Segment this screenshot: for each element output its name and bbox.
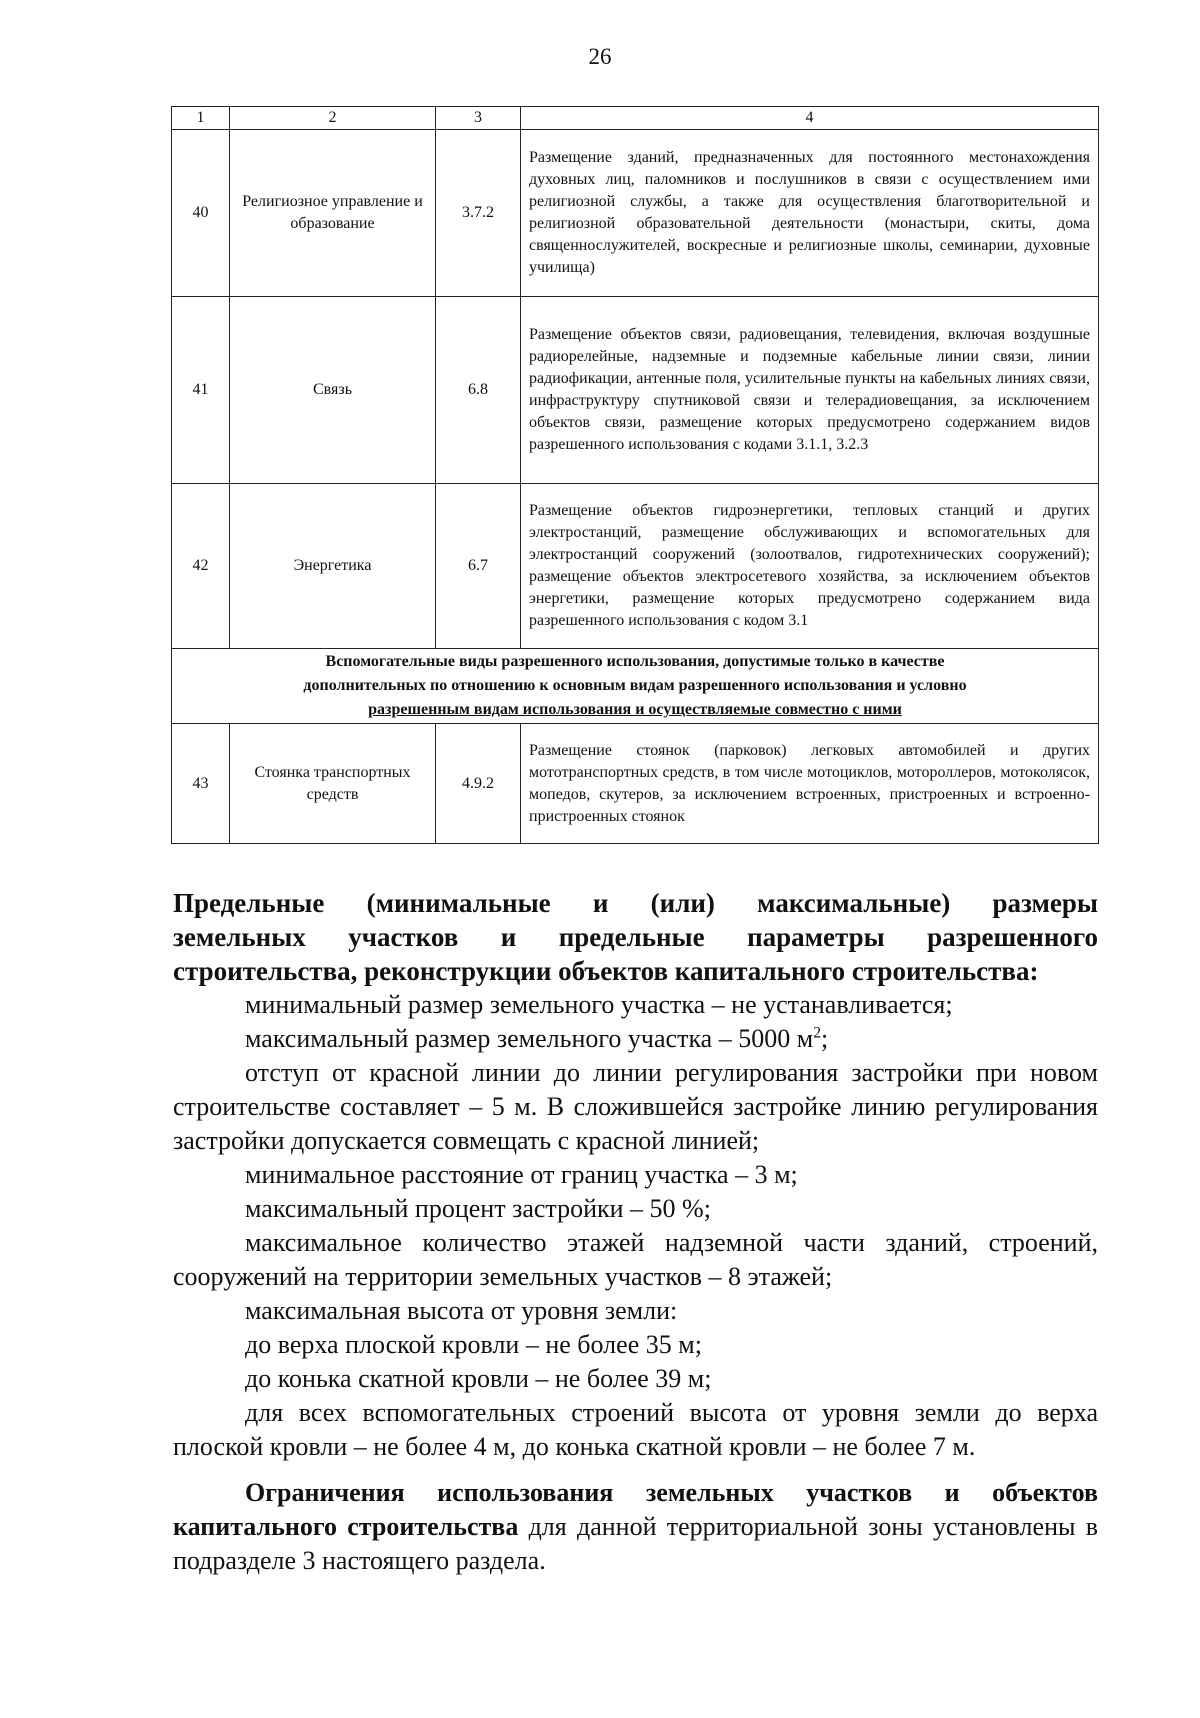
use-type-name: Религиозное управление и образование (230, 130, 436, 297)
page-number: 26 (588, 44, 612, 69)
table-row (172, 297, 1099, 484)
row-number: 43 (172, 724, 230, 844)
param-max-floors: максимальное количество этажей надземной части зданий, строений, сооружений на территории земельных участков – 8 этажей; (173, 1228, 1098, 1291)
row-number: 41 (172, 297, 230, 484)
param-max-size-text: максимальный размер земельного участка – 5000 м (245, 1024, 814, 1053)
row-number: 40 (172, 130, 230, 297)
table-row (172, 484, 1099, 649)
param-max-coverage: максимальный процент застройки – 50 %; (245, 1194, 711, 1223)
restrictions-bold: Ограничения использования земельных участков и объектов капитального строительства (173, 1478, 1098, 1541)
param-auxiliary-buildings: для всех вспомогательных строений высота от уровня земли до верха плоской кровли – не более 4 м, до конька скатной кровли – не более 7 м. (173, 1398, 1098, 1461)
use-type-description: Размещение объектов связи, радиовещания, телевидения, включая воздушные радиорелейные, надземные и подземные кабельные линии связи, линии радиофикации, антенные поля, усилительные пункты на кабельных линиях связи, инфраструктуру спутниковой связи и телерадиовещания, за исключением объектов связи, размещение которых предусмотрено содержанием видов разрешенного использования с кодами 3.1.1, 3.2.3 (521, 297, 1099, 484)
param-max-size-tail: ; (820, 1024, 829, 1053)
heading-line: строительства, реконструкции объектов капитального строительства: (173, 956, 1039, 986)
param-pitched-roof: до конька скатной кровли – не более 39 м; (245, 1364, 712, 1393)
param-min-size: минимальный размер земельного участка – не устанавливается; (245, 990, 953, 1019)
use-type-description: Размещение зданий, предназначенных для постоянного местонахождения духовных лиц, паломников и послушников в связи с осуществлением ими религиозной службы, а также для осуществления благотворительной и религиозной образовательной деятельности (монастыри, скиты, дома священнослужителей, воскресные и религиозные школы, семинарии, духовные училища) (521, 130, 1099, 297)
header-cell: 1 (172, 107, 230, 130)
auxiliary-section-header (172, 649, 1099, 724)
use-type-code: 6.8 (436, 297, 521, 484)
param-flat-roof: до верха плоской кровли – не более 35 м; (245, 1330, 702, 1359)
auxiliary-header-line: разрешенным видам использования и осуществляемые совместно с ними (368, 701, 902, 718)
table-row (172, 130, 1099, 297)
auxiliary-header-line: дополнительных по отношению к основным видам разрешенного использования и условно (303, 677, 967, 694)
body-text (173, 886, 1098, 1578)
use-type-name: Стоянка транспортных средств (230, 724, 436, 844)
param-min-distance: минимальное расстояние от границ участка – 3 м; (245, 1160, 798, 1189)
restrictions-paragraph (173, 1476, 1098, 1578)
use-type-name: Связь (230, 297, 436, 484)
auxiliary-header-cell (172, 649, 1099, 724)
use-type-code: 6.7 (436, 484, 521, 649)
use-type-description: Размещение объектов гидроэнергетики, тепловых станций и других электростанций, размещение обслуживающих и вспомогательных для электростанций сооружений (золоотвалов, гидротехнических сооружений); размещение объектов электросетевого хозяйства, за исключением объектов энергетики, размещение которых предусмотрено содержанием вида разрешенного использования с кодом 3.1 (521, 484, 1099, 649)
auxiliary-header-line: Вспомогательные виды разрешенного использования, допустимые только в качестве (325, 653, 945, 670)
use-type-name: Энергетика (230, 484, 436, 649)
header-cell: 3 (436, 107, 521, 130)
param-max-height: максимальная высота от уровня земли: (245, 1296, 678, 1325)
table-header-row (172, 107, 1099, 130)
heading-line: земельных участков и предельные параметры разрешенного (173, 922, 1098, 952)
restrictions-rest: для данной территориальной зоны установлены в подразделе 3 настоящего раздела. (173, 1512, 1098, 1575)
row-number: 42 (172, 484, 230, 649)
table-row (172, 724, 1099, 844)
param-setback: отступ от красной линии до линии регулирования застройки при новом строительстве составляет – 5 м. В сложившейся застройке линию регулирования застройки допускается совмещать с красной линией; (173, 1058, 1098, 1155)
heading-line: Предельные (минимальные и (или) максимальные) размеры (173, 888, 1098, 918)
superscript: 2 (813, 1024, 821, 1042)
header-cell: 2 (230, 107, 436, 130)
land-use-table (171, 106, 1099, 844)
use-type-code: 3.7.2 (436, 130, 521, 297)
header-cell: 4 (521, 107, 1099, 130)
use-type-code: 4.9.2 (436, 724, 521, 844)
section-heading (173, 886, 1098, 988)
use-type-description: Размещение стоянок (парковок) легковых автомобилей и других мототранспортных средств, в том числе мотоциклов, мотороллеров, мотоколясок, мопедов, скутеров, за исключением встроенных, пристроенных и встроенно-пристроенных стоянок (521, 724, 1099, 844)
param-max-size (173, 1022, 1098, 1056)
